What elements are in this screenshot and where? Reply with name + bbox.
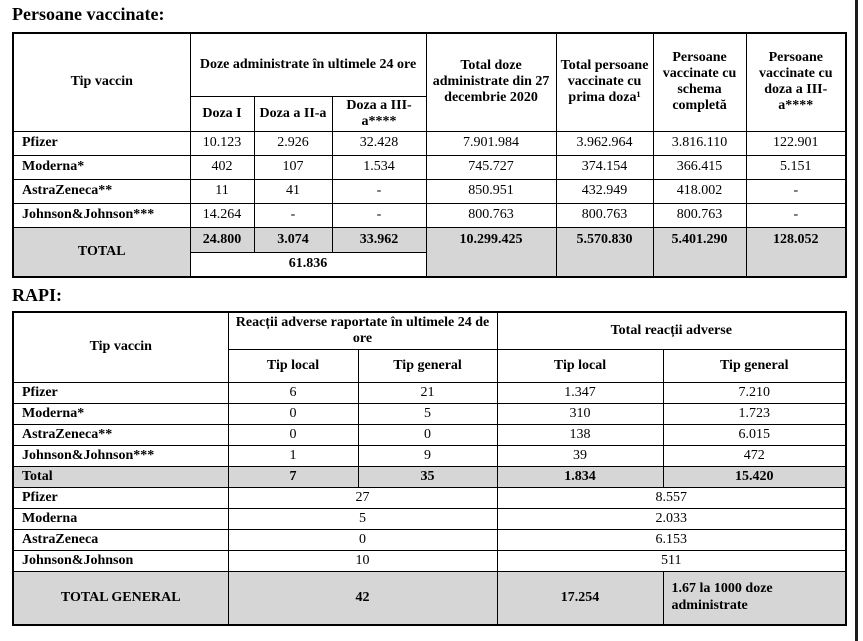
value-cell: 6.015 xyxy=(663,424,846,445)
value-cell: 14.264 xyxy=(190,203,254,227)
value-cell: 745.727 xyxy=(426,155,556,179)
value-cell: - xyxy=(254,203,332,227)
header-doza-3: Doza a III-a**** xyxy=(332,96,426,131)
total-general-total-cell: 17.254 xyxy=(497,571,663,625)
summary-row-moderna xyxy=(13,508,846,529)
table-row-moderna xyxy=(13,155,846,179)
total-general-rate-cell: 1.67 la 1000 doze administrate xyxy=(663,571,846,625)
total-24h-sum-cell: 61.836 xyxy=(190,252,426,277)
value-cell: 850.951 xyxy=(426,179,556,203)
header-tip-vaccin: Tip vaccin xyxy=(13,33,190,131)
total-value-cell: 3.074 xyxy=(254,227,332,252)
value-cell: 5.151 xyxy=(746,155,846,179)
rapi-table xyxy=(12,311,847,626)
value-cell: - xyxy=(746,179,846,203)
value-cell: 432.949 xyxy=(556,179,653,203)
value-cell: 7.901.984 xyxy=(426,131,556,155)
vaccine-label-cell: Moderna* xyxy=(13,155,190,179)
total-value-cell: 5.570.830 xyxy=(556,227,653,277)
header-tip-local-24h: Tip local xyxy=(228,349,358,382)
value-cell: - xyxy=(332,179,426,203)
vaccine-label-cell: Johnson&Johnson*** xyxy=(13,445,228,466)
persoane-vaccinate-table xyxy=(12,32,847,278)
value-cell: 5 xyxy=(228,508,497,529)
vaccine-label-cell: Pfizer xyxy=(13,131,190,155)
page-border-right xyxy=(855,0,858,641)
value-cell: 3.816.110 xyxy=(653,131,746,155)
value-cell: 27 xyxy=(228,487,497,508)
value-cell: 1.347 xyxy=(497,382,663,403)
total-label-cell: Total xyxy=(13,466,228,487)
value-cell: 418.002 xyxy=(653,179,746,203)
value-cell: 374.154 xyxy=(556,155,653,179)
total-value-cell: 1.834 xyxy=(497,466,663,487)
value-cell: 9 xyxy=(358,445,497,466)
value-cell: 3.962.964 xyxy=(556,131,653,155)
total-value-cell: 128.052 xyxy=(746,227,846,277)
table-row-pfizer xyxy=(13,131,846,155)
table-row-total-general xyxy=(13,571,846,625)
value-cell: 800.763 xyxy=(426,203,556,227)
section-title-rapi: RAPI: xyxy=(12,285,62,306)
value-cell: 472 xyxy=(663,445,846,466)
header-total-doze: Total doze administrate din 27 decembrie 2020 xyxy=(426,33,556,131)
header-schema-completa: Persoane vaccinate cu schema completă xyxy=(653,33,746,131)
value-cell: 5 xyxy=(358,403,497,424)
header-row-top xyxy=(13,33,846,96)
table-row-moderna xyxy=(13,403,846,424)
vaccine-label-cell: Moderna* xyxy=(13,403,228,424)
value-cell: 0 xyxy=(228,424,358,445)
header-row-top xyxy=(13,312,846,349)
total-value-cell: 5.401.290 xyxy=(653,227,746,277)
value-cell: 366.415 xyxy=(653,155,746,179)
value-cell: 1.534 xyxy=(332,155,426,179)
value-cell: 6.153 xyxy=(497,529,846,550)
summary-row-pfizer xyxy=(13,487,846,508)
value-cell: 310 xyxy=(497,403,663,424)
value-cell: 1.723 xyxy=(663,403,846,424)
summary-row-astrazeneca xyxy=(13,529,846,550)
total-value-cell: 33.962 xyxy=(332,227,426,252)
value-cell: 0 xyxy=(228,529,497,550)
value-cell: 10.123 xyxy=(190,131,254,155)
value-cell: 8.557 xyxy=(497,487,846,508)
value-cell: 2.926 xyxy=(254,131,332,155)
vaccine-label-cell: Moderna xyxy=(13,508,228,529)
table-row-astrazeneca xyxy=(13,179,846,203)
vaccine-label-cell: Pfizer xyxy=(13,382,228,403)
value-cell: 0 xyxy=(228,403,358,424)
header-reactii-24h: Reacții adverse raportate în ultimele 24 de ore xyxy=(228,312,497,349)
table-row-pfizer xyxy=(13,382,846,403)
value-cell: - xyxy=(746,203,846,227)
vaccine-label-cell: Pfizer xyxy=(13,487,228,508)
header-total-prima-doza: Total persoane vaccinate cu prima doza¹ xyxy=(556,33,653,131)
value-cell: 1 xyxy=(228,445,358,466)
vaccine-label-cell: Johnson&Johnson*** xyxy=(13,203,190,227)
value-cell: 10 xyxy=(228,550,497,571)
value-cell: 800.763 xyxy=(653,203,746,227)
total-value-cell: 10.299.425 xyxy=(426,227,556,277)
value-cell: 11 xyxy=(190,179,254,203)
value-cell: 800.763 xyxy=(556,203,653,227)
table-row-astrazeneca xyxy=(13,424,846,445)
vaccine-label-cell: AstraZeneca** xyxy=(13,424,228,445)
value-cell: 402 xyxy=(190,155,254,179)
value-cell: - xyxy=(332,203,426,227)
value-cell: 6 xyxy=(228,382,358,403)
value-cell: 41 xyxy=(254,179,332,203)
header-tip-local-total: Tip local xyxy=(497,349,663,382)
table-row-total xyxy=(13,227,846,252)
value-cell: 511 xyxy=(497,550,846,571)
header-tip-general-24h: Tip general xyxy=(358,349,497,382)
total-value-cell: 35 xyxy=(358,466,497,487)
value-cell: 21 xyxy=(358,382,497,403)
section-title-persoane-vaccinate: Persoane vaccinate: xyxy=(12,4,165,24)
vaccine-label-cell: AstraZeneca** xyxy=(13,179,190,203)
total-general-24h-cell: 42 xyxy=(228,571,497,625)
value-cell: 122.901 xyxy=(746,131,846,155)
value-cell: 39 xyxy=(497,445,663,466)
value-cell: 7.210 xyxy=(663,382,846,403)
vaccine-label-cell: AstraZeneca xyxy=(13,529,228,550)
header-doza-2: Doza a II-a xyxy=(254,96,332,131)
total-value-cell: 24.800 xyxy=(190,227,254,252)
header-doza-3-total: Persoane vaccinate cu doza a III-a**** xyxy=(746,33,846,131)
summary-row-johnson xyxy=(13,550,846,571)
value-cell: 2.033 xyxy=(497,508,846,529)
table-row-johnson xyxy=(13,203,846,227)
value-cell: 32.428 xyxy=(332,131,426,155)
total-value-cell: 15.420 xyxy=(663,466,846,487)
header-doze-24h: Doze administrate în ultimele 24 ore xyxy=(190,33,426,96)
total-label-cell: TOTAL xyxy=(13,227,190,277)
header-tip-general-total: Tip general xyxy=(663,349,846,382)
table-row-total xyxy=(13,466,846,487)
table-row-johnson xyxy=(13,445,846,466)
value-cell: 107 xyxy=(254,155,332,179)
value-cell: 138 xyxy=(497,424,663,445)
header-tip-vaccin: Tip vaccin xyxy=(13,312,228,382)
header-total-reactii: Total reacții adverse xyxy=(497,312,846,349)
total-general-label-cell: TOTAL GENERAL xyxy=(13,571,228,625)
vaccine-label-cell: Johnson&Johnson xyxy=(13,550,228,571)
header-doza-1: Doza I xyxy=(190,96,254,131)
total-value-cell: 7 xyxy=(228,466,358,487)
value-cell: 0 xyxy=(358,424,497,445)
